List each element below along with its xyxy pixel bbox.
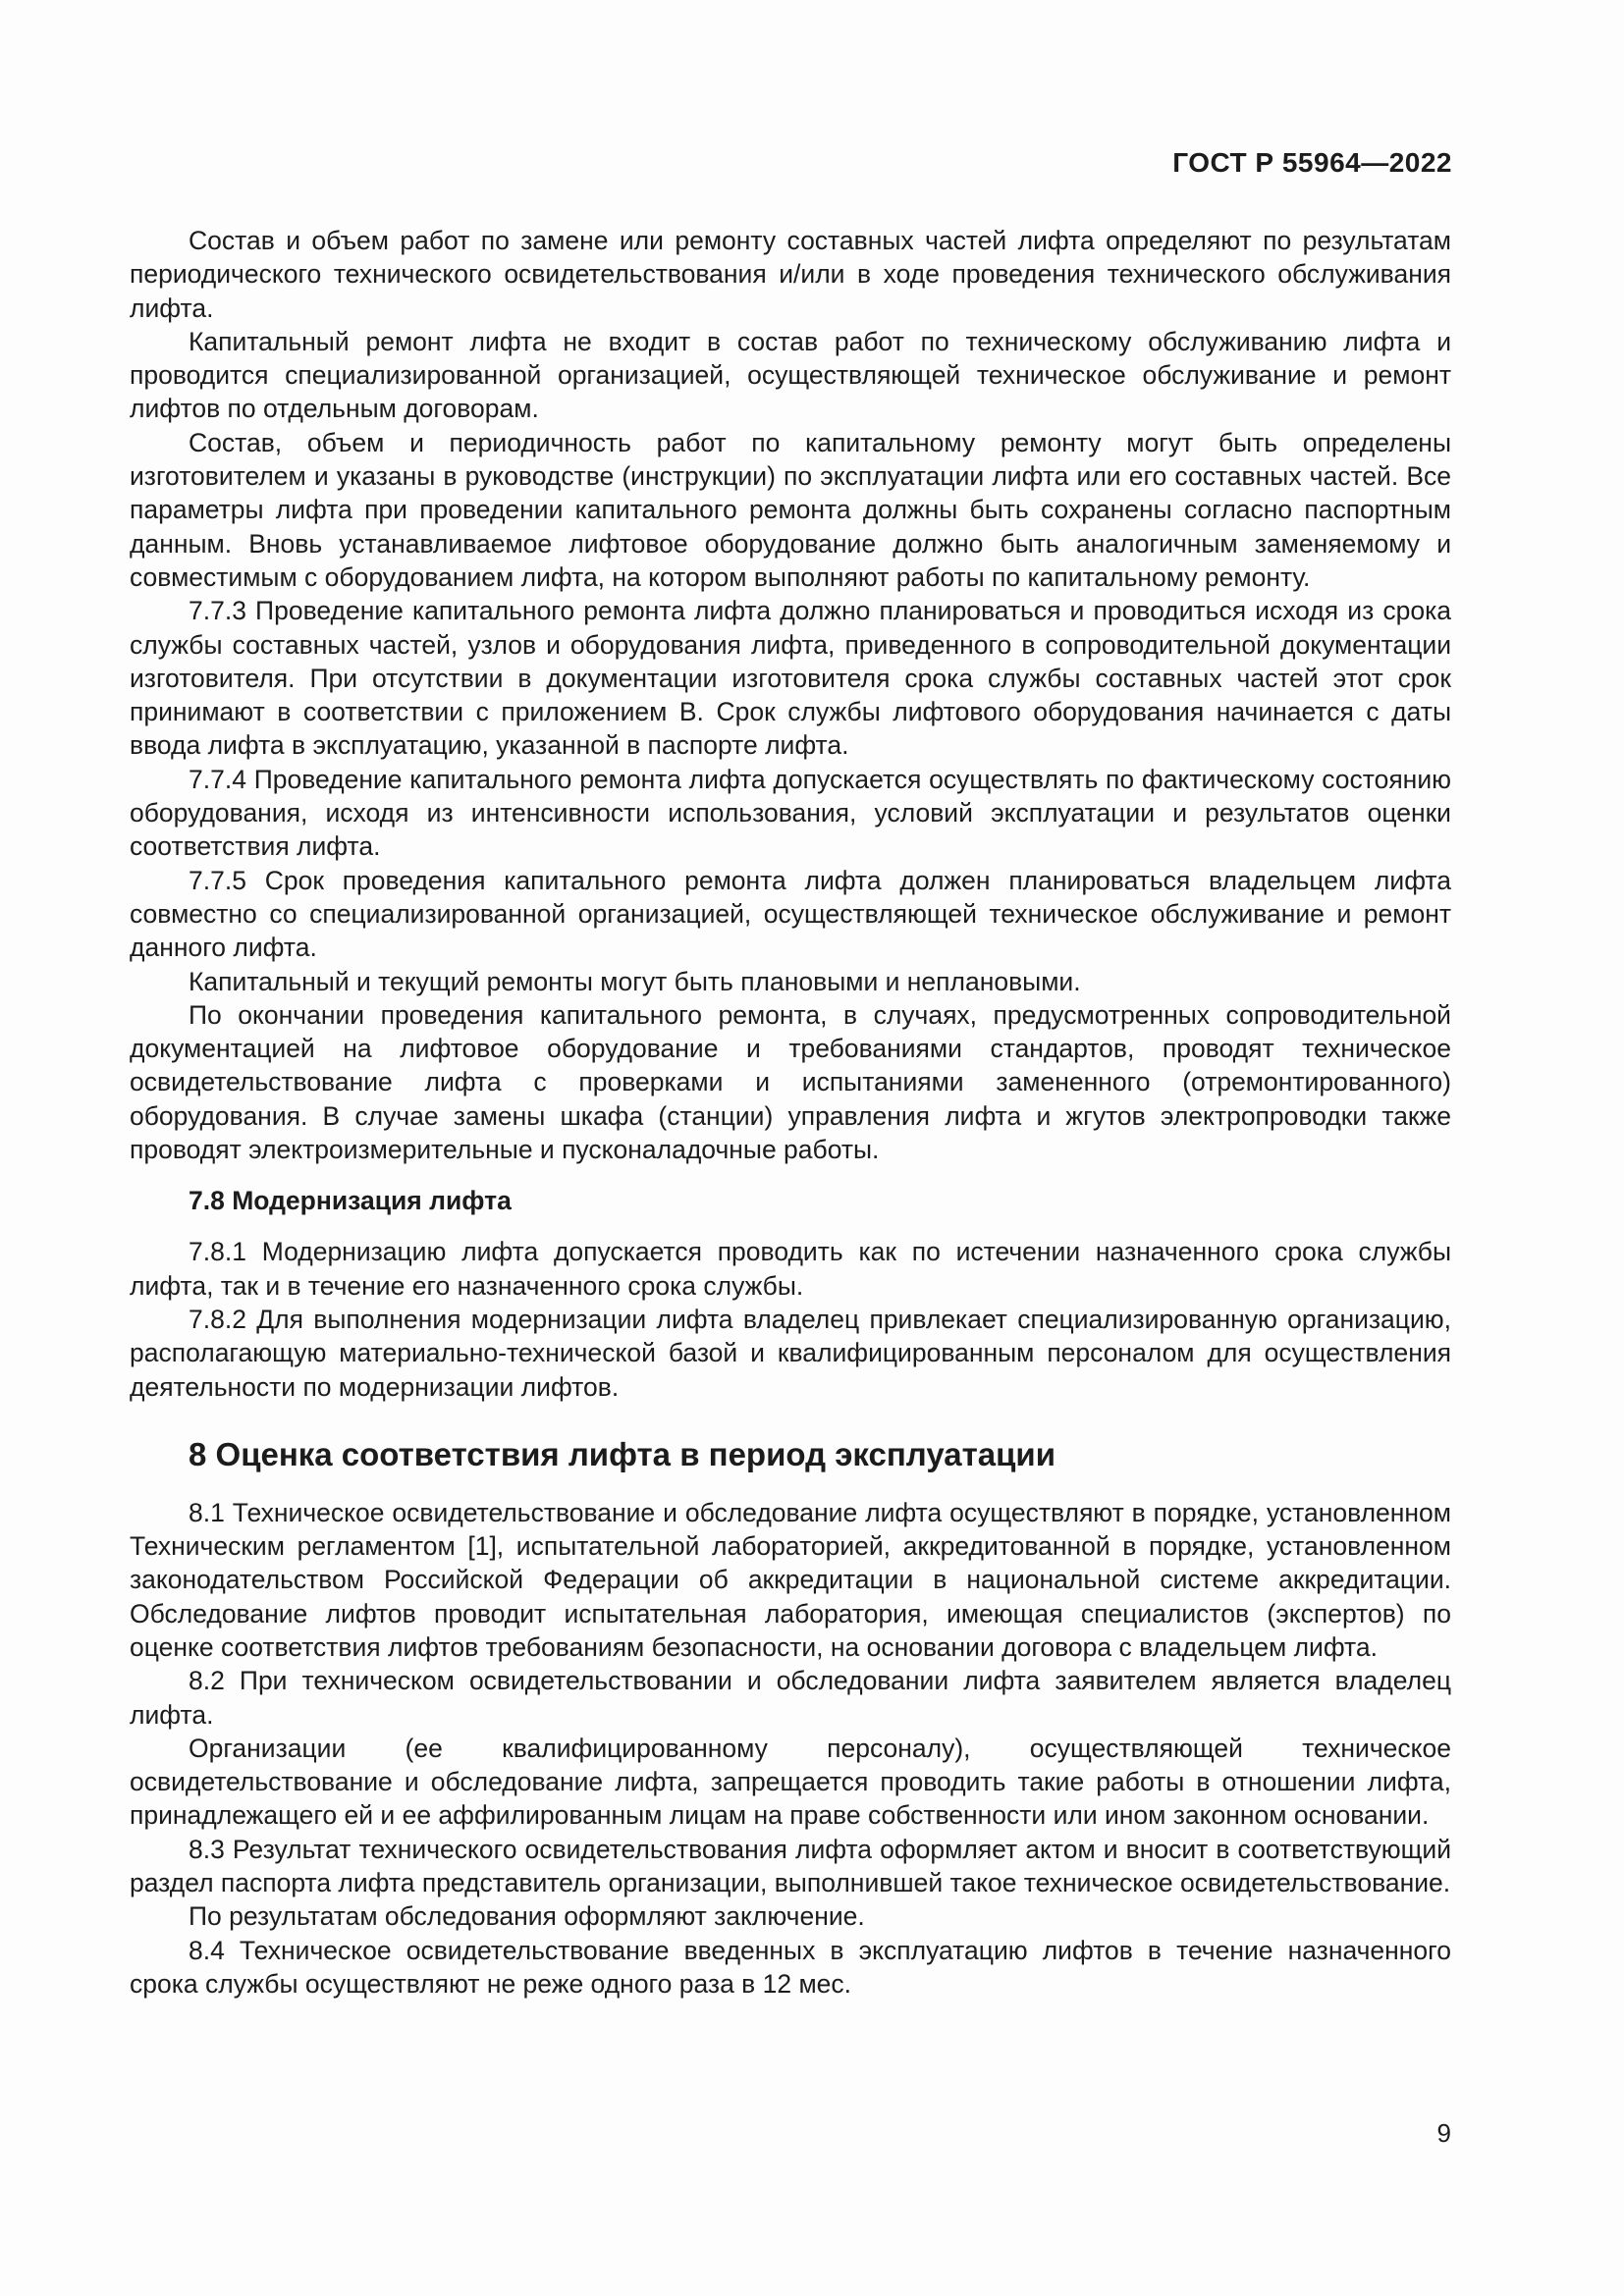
paragraph: 8.1 Техническое освидетельствование и обследование лифта осуществляют в порядке, установленном Техническим регламентом [1], испытательной лабораторией, аккредитованной в порядке, установленном законодательством Российской Федерации об аккредитации в национальной системе аккредитации. Обследование лифтов проводит испытательная лаборатория, имеющая специалистов (экспертов) по оценке соответствия лифтов требованиям безопасности, на основании договора с владельцем лифта. [130,1497,1451,1662]
section-heading: 8 Оценка соответствия лифта в период эксплуатации [189,1435,1056,1472]
paragraph: Капитальный и текущий ремонты могут быть плановыми и неплановыми. [189,966,1081,996]
subsection-heading: 7.8 Модернизация лифта [189,1186,512,1216]
paragraph: 8.2 При техническом освидетельствовании и обследовании лифта заявителем является владелец лифта. [130,1666,1451,1730]
paragraph: 7.8.1 Модернизацию лифта допускается проводить как по истечении назначенного срока службы лифта, так и в течение его назначенного срока службы. [130,1237,1451,1301]
document-body [130,224,1451,2001]
paragraph: Капитальный ремонт лифта не входит в состав работ по техническому обслуживанию лифта и проводится специализированной организацией, осуществляющей техническое обслуживание и ремонт лифтов по отдельным договорам. [130,326,1451,424]
paragraph: 8.4 Техническое освидетельствование введенных в эксплуатацию лифтов в течение назначенного срока службы осуществляют не реже одного раза в 12 мес. [130,1935,1451,1999]
page-number: 9 [1436,2118,1451,2148]
paragraph: 7.8.2 Для выполнения модернизации лифта владелец привлекает специализированную организацию, располагающую материально-технической базой и квалифицированным персоналом для осуществления деятельности по модернизации лифтов. [130,1304,1451,1402]
paragraph: Состав, объем и периодичность работ по капитальному ремонту могут быть определены изготовителем и указаны в руководстве (инструкции) по эксплуатации лифта или его составных частей. Все параметры лифта при проведении капитального ремонта должны быть сохранены согласно паспортным данным. Вновь устанавливаемое лифтовое оборудование должно быть аналогичным заменяемому и совместимым с оборудованием лифта, на котором выполняют работы по капитальному ремонту. [130,427,1451,592]
paragraph: 7.7.3 Проведение капитального ремонта лифта должно планироваться и проводиться исходя из срока службы составных частей, узлов и оборудования лифта, приведенного в сопроводительной документации изготовителя. При отсутствии в документации изготовителя срока службы составных частей этот срок принимают в соответствии с приложением В. Срок службы лифтового оборудования начинается с даты ввода лифта в эксплуатацию, указанной в паспорте лифта. [130,596,1451,761]
paragraph: 7.7.4 Проведение капитального ремонта лифта допускается осуществлять по фактическому состоянию оборудования, исходя из интенсивности использования, условий эксплуатации и результатов оценки соответствия лифта. [130,764,1451,862]
paragraph: 7.7.5 Срок проведения капитального ремонта лифта должен планироваться владельцем лифта совместно со специализированной организацией, осуществляющей техническое обслуживание и ремонт данного лифта. [130,865,1451,963]
paragraph: По результатам обследования оформляют заключение. [189,1901,865,1932]
paragraph: Состав и объем работ по замене или ремонту составных частей лифта определяют по результатам периодического технического освидетельствования и/или в ходе проведения технического обслуживания лифта. [130,226,1451,323]
paragraph: Организации (ее квалифицированному персоналу), осуществляющей техническое освидетельствование и обследование лифта, запрещается проводить такие работы в отношении лифта, принадлежащего ей и ее аффилированным лицам на праве собственности или ином законном основании. [130,1733,1451,1831]
paragraph: По окончании проведения капитального ремонта, в случаях, предусмотренных сопроводительной документацией на лифтовое оборудование и требованиями стандартов, проводят техническое освидетельствование лифта с проверками и испытаниями замененного (отремонтированного) оборудования. В случае замены шкафа (станции) управления лифта и жгутов электропроводки также проводят электроизмерительные и пусконаладочные работы. [130,999,1451,1165]
paragraph: 8.3 Результат технического освидетельствования лифта оформляет актом и вносит в соответствующий раздел паспорта лифта представитель организации, выполнившей такое техническое освидетельствование. [130,1834,1451,1898]
document-code: ГОСТ Р 55964—2022 [1172,147,1452,178]
